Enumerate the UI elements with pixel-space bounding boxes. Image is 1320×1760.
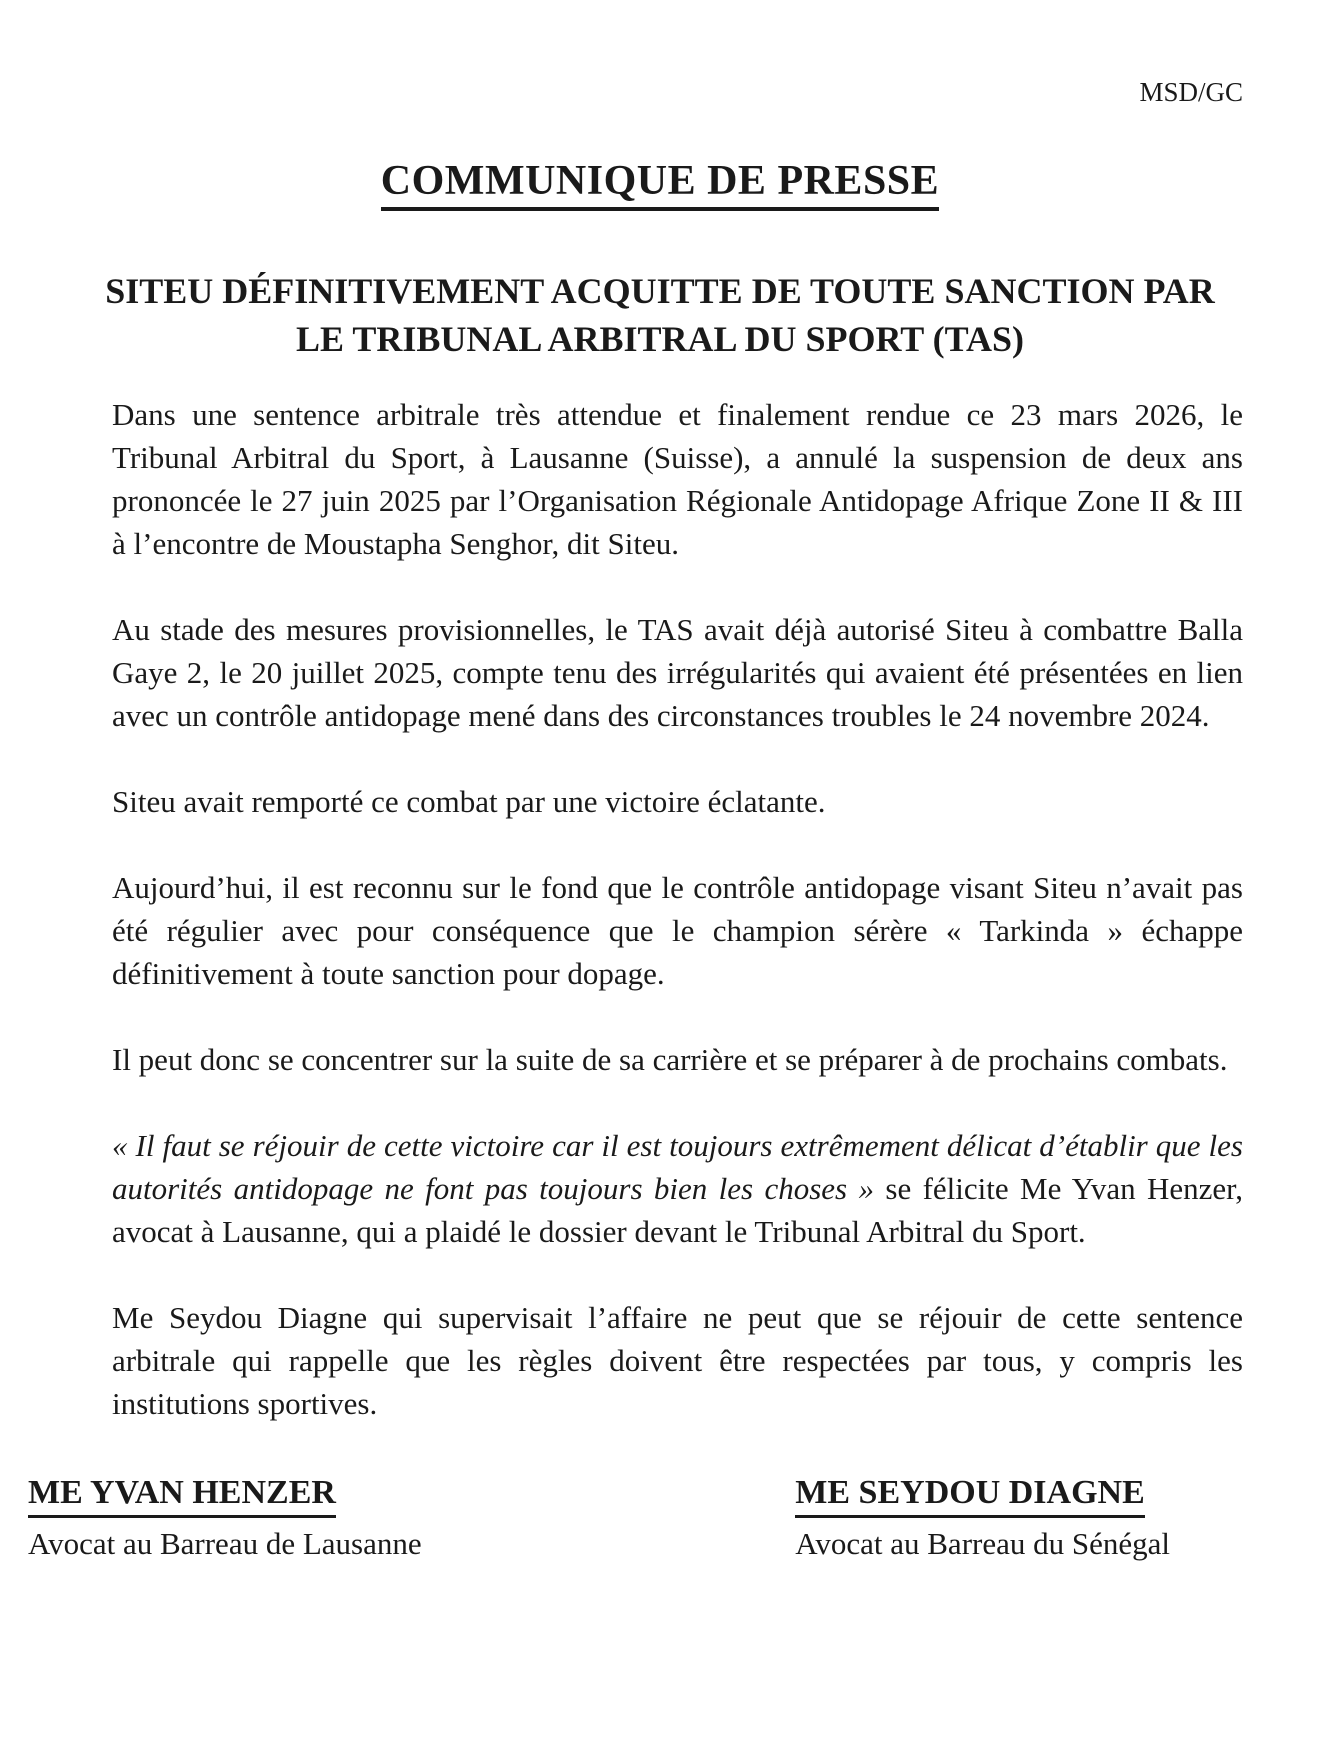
reference-code: MSD/GC	[1139, 77, 1243, 107]
signature-name-left: ME YVAN HENZER	[28, 1473, 336, 1518]
paragraph-victory: Siteu avait remporté ce combat par une victoire éclatante.	[112, 784, 826, 819]
paragraph-intro: Dans une sentence arbitrale très attendue et finalement rendue ce 23 mars 2026, le Tribunal Arbitral du Sport, à Lausanne (Suisse), a annulé la suspension de deux ans prononcée le 27 juin 2025 par l’Organisation Régionale Antidopage Afrique Zone II & III à l’encontre de Moustapha Senghor, dit Siteu.	[112, 397, 1243, 561]
paragraph-provisional-measures: Au stade des mesures provisionnelles, le TAS avait déjà autorisé Siteu à combattre Balla Gaye 2, le 20 juillet 2025, compte tenu des irrégularités qui avaient été présentées en lien avec un contrôle antidopage mené dans des circonstances troubles le 24 novembre 2024.	[112, 612, 1243, 733]
paragraph-career: Il peut donc se concentrer sur la suite de sa carrière et se préparer à de prochains combats.	[112, 1042, 1228, 1077]
signature-name-right: ME SEYDOU DIAGNE	[795, 1473, 1144, 1518]
signature-title-right: Avocat au Barreau du Sénégal	[795, 1526, 1170, 1561]
document-subtitle-line-2: LE TRIBUNAL ARBITRAL DU SPORT (TAS)	[296, 319, 1024, 359]
paragraph-closing: Me Seydou Diagne qui supervisait l’affaire ne peut que se réjouir de cette sentence arbitrale qui rappelle que les règles doivent être respectées par tous, y compris les institutions sportives.	[112, 1300, 1243, 1421]
signature-block-right	[795, 1473, 1170, 1565]
document-title-text: COMMUNIQUE DE PRESSE	[381, 158, 939, 211]
quote-attribution-text: se félicite Me Yvan Henzer, avocat à Lausanne, qui a plaidé le dossier devant le Tribunal Arbitral du Sport.	[112, 1171, 1243, 1249]
document-subtitle-line-1: SITEU DÉFINITIVEMENT ACQUITTE DE TOUTE SANCTION PAR	[105, 271, 1215, 311]
paragraph-ruling: Aujourd’hui, il est reconnu sur le fond que le contrôle antidopage visant Siteu n’avait pas été régulier avec pour conséquence que le champion sérère « Tarkinda » échappe définitivement à toute sanction pour dopage.	[112, 870, 1243, 991]
paragraph-quote	[112, 1124, 1243, 1253]
signature-title-left: Avocat au Barreau de Lausanne	[28, 1526, 422, 1561]
signature-row	[0, 1473, 1320, 1565]
document-body	[112, 393, 1243, 1425]
quote-italic-text: « Il faut se réjouir de cette victoire car il est toujours extrêmement délicat d’établir que les autorités antidopage ne font pas toujours bien les choses »	[112, 1128, 1243, 1206]
document-subtitle	[0, 267, 1320, 363]
document-title	[0, 158, 1320, 211]
signature-block-left	[28, 1473, 422, 1565]
